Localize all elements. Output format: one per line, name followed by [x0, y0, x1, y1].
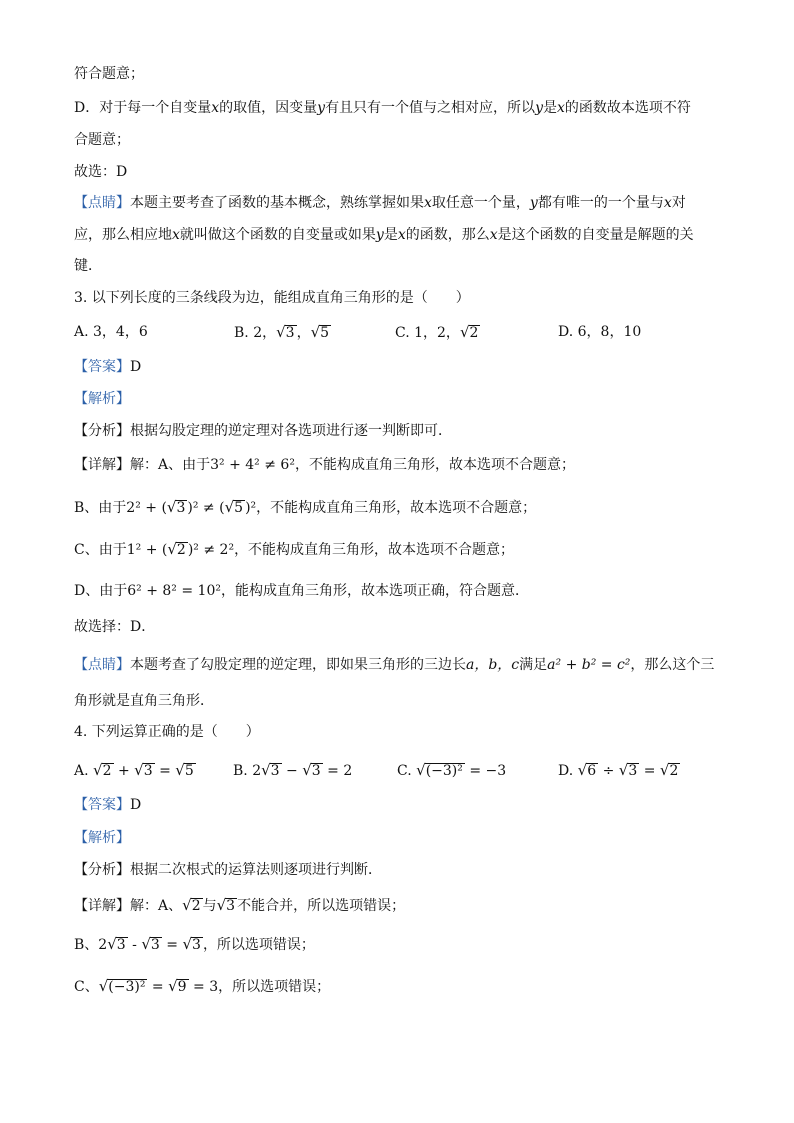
- dianjing-tag: 【点睛】: [74, 195, 130, 211]
- option-d: D. 6，8，10: [558, 324, 642, 340]
- analysis-line: 【分析】根据勾股定理的逆定理对各选项进行逐一判断即可．: [74, 423, 452, 439]
- text-line: 故选：D: [74, 164, 128, 180]
- sqrt-icon: √: [310, 323, 321, 341]
- sqrt-icon: √: [141, 935, 151, 953]
- analysis-heading: 【解析】: [74, 830, 130, 846]
- option-a: A. 3，4，6: [74, 324, 148, 340]
- option-d: D. √6 ÷ √3 = √2: [558, 761, 679, 779]
- text-line: 键．: [74, 258, 102, 274]
- sqrt-icon: √: [416, 761, 426, 779]
- sqrt-icon: √: [182, 896, 192, 914]
- question-3-stem: 3. 以下列长度的三条线段为边，能组成直角三角形的是（ ）: [74, 290, 470, 306]
- sqrt-icon: √: [98, 977, 109, 995]
- dianjing-line: 【点睛】本题考查了勾股定理的逆定理，即如果三角形的三边长a，b，c满足a² + b² = c²，那么这个三: [74, 657, 715, 673]
- choose-line: 故选择：D．: [74, 619, 156, 635]
- detail-line-a: 【详解】解：A、由于3² + 4² ≠ 6²，不能构成直角三角形，故本选项不合题意；: [74, 457, 575, 473]
- sqrt-icon: √: [182, 935, 193, 953]
- option-b: B. 2√3 − √3 = 2: [233, 761, 353, 779]
- sqrt-icon: √: [175, 761, 185, 779]
- detail-line-d: D、由于6² + 8² = 10²，能构成直角三角形，故本选项正确，符合题意．: [74, 583, 529, 599]
- analysis-heading: 【解析】: [74, 391, 130, 407]
- option-a: A. √2 + √3 = √5: [74, 761, 194, 779]
- text-line: 应，那么相应地x就叫做这个函数的自变量或如果y是x的函数，那么x是这个函数的自变量是解题的关: [74, 227, 694, 243]
- sqrt-icon: √: [166, 498, 177, 516]
- sqrt-icon: √: [107, 935, 117, 953]
- option-c: C. √(−3)² = −3: [397, 761, 507, 779]
- sqrt-icon: √: [276, 323, 286, 341]
- sqrt-icon: √: [167, 540, 177, 558]
- sqrt-icon: √: [459, 323, 470, 341]
- sqrt-icon: √: [93, 761, 103, 779]
- sqrt-icon: √: [261, 761, 271, 779]
- sqrt-icon: √: [659, 761, 670, 779]
- text-line: 合题意；: [74, 132, 130, 148]
- sqrt-icon: √: [618, 761, 629, 779]
- option-c: C. 1，2，√2: [395, 323, 479, 341]
- sqrt-icon: √: [224, 498, 235, 516]
- detail-line-a: 【详解】解：A、√2 与√3 不能合并，所以选项错误；: [74, 896, 406, 914]
- sqrt-icon: √: [302, 761, 312, 779]
- text-line: 【点睛】本题主要考查了函数的基本概念，熟练掌握如果x取任意一个量，y都有唯一的一个量与x对: [74, 195, 686, 211]
- sqrt-icon: √: [168, 977, 178, 995]
- detail-line-b: B、由于2² + (√3 )² ≠ (√5 )²，不能构成直角三角形，故本选项不合题意；: [74, 498, 537, 516]
- detail-line-b: B、2√3 - √3 = √3 ，所以选项错误；: [74, 935, 315, 953]
- analysis-line: 【分析】根据二次根式的运算法则逐项进行判断．: [74, 862, 382, 878]
- text-line: 角形就是直角三角形．: [74, 693, 214, 709]
- sqrt-icon: √: [577, 761, 588, 779]
- option-b: B. 2，√3 ，√5: [234, 323, 330, 341]
- text-line: D．对于每一个自变量x的取值，因变量y有且只有一个值与之相对应，所以y是x的函数故本选项不符: [74, 100, 691, 116]
- detail-line-c: C、√(−3)² = √9 = 3，所以选项错误；: [74, 977, 331, 995]
- detail-line-c: C、由于1² + (√2 )² ≠ 2²，不能构成直角三角形，故本选项不合题意；: [74, 540, 515, 558]
- question-4-stem: 4. 下列运算正确的是（ ）: [74, 724, 260, 740]
- answer-line: 【答案】D: [74, 359, 142, 375]
- text-line: 符合题意；: [74, 66, 144, 82]
- answer-line: 【答案】D: [74, 797, 142, 813]
- sqrt-icon: √: [134, 761, 144, 779]
- sqrt-icon: √: [216, 896, 227, 914]
